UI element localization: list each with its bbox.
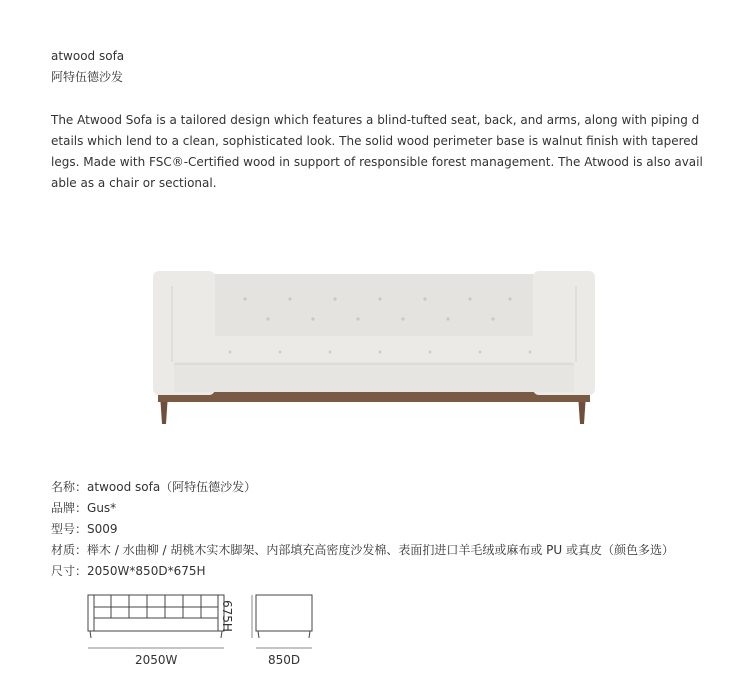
spec-row-size bbox=[51, 561, 674, 582]
spec-value: 2050W*850D*675H bbox=[87, 564, 206, 578]
spec-label: 型号： bbox=[51, 522, 88, 536]
spec-value: atwood sofa（阿特伍德沙发） bbox=[87, 480, 257, 494]
dimension-drawing bbox=[84, 592, 324, 652]
spec-label: 名称： bbox=[51, 480, 88, 494]
product-description: The Atwood Sofa is a tailored design which features a blind-tufted seat, back, and arms, along with piping details which lend to a clean, sophisticated look. The solid wood perimeter base is walnut finish with tapered legs. Made with FSC®-Certified wood in support of responsible forest management. The Atwood is also available as a chair or sectional. bbox=[51, 113, 703, 190]
spec-list bbox=[51, 477, 674, 582]
sofa-photo bbox=[150, 264, 605, 429]
side-view-drawing bbox=[256, 595, 312, 638]
front-view-drawing bbox=[88, 595, 224, 638]
spec-value: Gus* bbox=[87, 501, 117, 515]
spec-row-model bbox=[51, 519, 674, 540]
spec-label: 品牌： bbox=[51, 501, 88, 515]
spec-label: 尺寸： bbox=[51, 564, 88, 578]
spec-row-material bbox=[51, 540, 674, 561]
product-title-cn: 阿特伍德沙发 bbox=[51, 70, 124, 84]
spec-value: 榉木 / 水曲柳 / 胡桃木实木脚架、内部填充高密度沙发棉、表面扪进口羊毛绒或麻布或 PU 或真皮（颜色多选） bbox=[87, 543, 675, 557]
spec-label: 材质： bbox=[51, 543, 88, 557]
product-title-en: atwood sofa bbox=[51, 49, 125, 63]
width-dimension-label: 2050W bbox=[135, 653, 178, 667]
spec-row-brand bbox=[51, 498, 674, 519]
spec-row-name bbox=[51, 477, 674, 498]
depth-dimension-label: 850D bbox=[268, 653, 301, 667]
height-dimension-label: 675H bbox=[220, 600, 234, 632]
spec-value: S009 bbox=[87, 522, 118, 536]
